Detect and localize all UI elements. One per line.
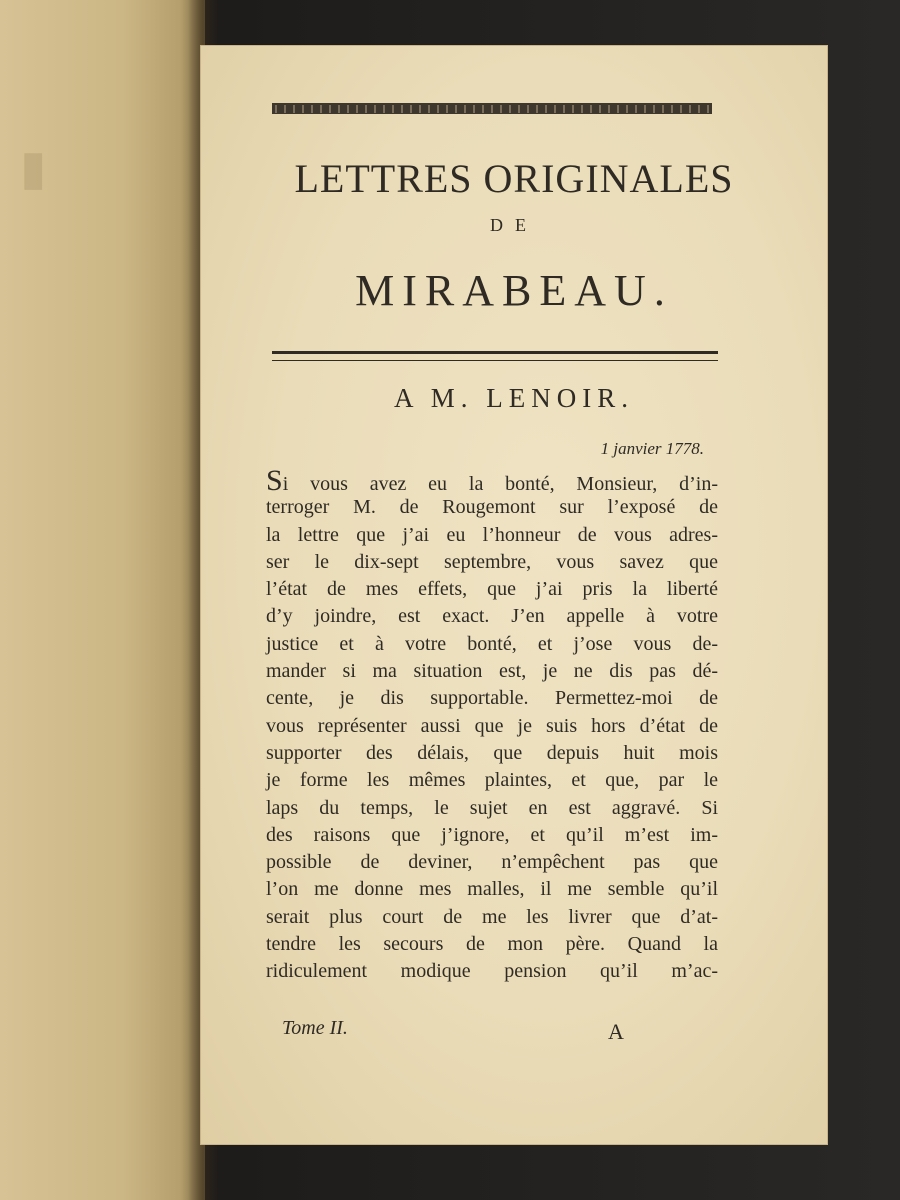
body-line: serait plus court de me les livrer que d’at- bbox=[266, 905, 718, 928]
footer-signature-mark: A bbox=[608, 1019, 624, 1044]
title-de: DE bbox=[490, 215, 538, 235]
body-line: l’état de mes effets, que j’ai pris la liberté bbox=[266, 578, 718, 601]
title-name: MIRABEAU. bbox=[355, 266, 673, 315]
letter-date: 1 janvier 1778. bbox=[600, 439, 704, 458]
double-rule bbox=[272, 351, 718, 361]
body-line: laps du temps, le sujet en est aggravé. Si bbox=[266, 796, 718, 819]
letter-body bbox=[266, 464, 718, 986]
body-line: l’on me donne mes malles, il me semble qu’il bbox=[266, 878, 718, 901]
bleed-through-mark: ▮ bbox=[20, 142, 53, 195]
body-line: ser le dix-sept septembre, vous savez que bbox=[266, 550, 718, 573]
head-ornament bbox=[272, 103, 712, 114]
book-page bbox=[200, 45, 828, 1145]
body-line: tendre les secours de mon père. Quand la bbox=[266, 933, 718, 956]
footer-volume: Tome II. bbox=[282, 1017, 348, 1039]
body-line: justice et à votre bonté, et j’ose vous de- bbox=[266, 632, 718, 655]
title-line-1: LETTRES ORIGINALES bbox=[294, 156, 734, 201]
body-line: terroger M. de Rougemont sur l’exposé de bbox=[266, 496, 718, 519]
body-line: cente, je dis supportable. Permettez-moi de bbox=[266, 687, 718, 710]
body-line: possible de deviner, n’empêchent pas que bbox=[266, 851, 718, 874]
body-line: supporter des délais, que depuis huit mois bbox=[266, 741, 718, 764]
facing-page bbox=[0, 0, 205, 1200]
body-line: la lettre que j’ai eu l’honneur de vous adres- bbox=[266, 523, 718, 546]
body-line: vous représenter aussi que je suis hors d’état de bbox=[266, 714, 718, 737]
body-line: des raisons que j’ignore, et qu’il m’est im- bbox=[266, 823, 718, 846]
body-line: mander si ma situation est, je ne dis pas dé- bbox=[266, 660, 718, 683]
body-line: ridiculement modique pension qu’il m’ac- bbox=[266, 960, 718, 983]
body-line: d’y joindre, est exact. J’en appelle à votre bbox=[266, 605, 718, 628]
body-line: Si vous avez eu la bonté, Monsieur, d’in- bbox=[266, 464, 718, 497]
letter-addressee: A M. LENOIR. bbox=[394, 383, 634, 413]
body-line: je forme les mêmes plaintes, et que, par le bbox=[266, 769, 718, 792]
